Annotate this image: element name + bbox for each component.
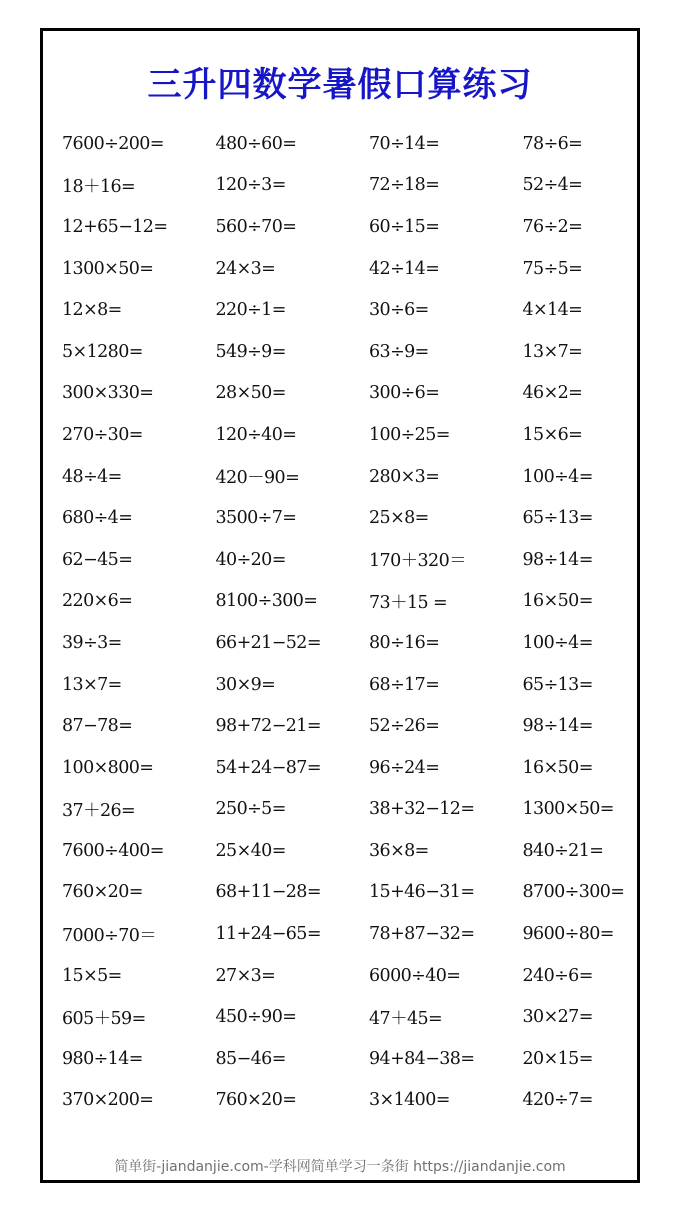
math-problem: 480÷60= <box>215 133 297 154</box>
math-problem: 370×200= <box>62 1090 154 1111</box>
math-problem: 25×40= <box>215 840 286 861</box>
math-problem: 65÷13= <box>522 674 593 695</box>
math-problem: 98+72−21= <box>215 716 321 737</box>
math-problem: 25×8= <box>369 508 429 529</box>
math-problem: 98÷14= <box>522 549 593 570</box>
math-problem: 220×6= <box>62 591 133 612</box>
math-problem: 54+24−87= <box>215 757 321 778</box>
problem-row <box>62 539 637 581</box>
math-problem: 9600÷80= <box>522 924 614 945</box>
math-problem: 11+24−65= <box>215 924 321 945</box>
problem-row <box>62 165 637 207</box>
math-problem: 220÷1= <box>215 300 286 321</box>
problem-row <box>62 955 637 997</box>
math-problem: 12+65−12= <box>62 216 168 237</box>
math-problem: 40÷20= <box>215 549 286 570</box>
math-problem: 4×14= <box>522 300 583 321</box>
math-problem: 840÷21= <box>522 840 604 861</box>
math-problem: 100÷4= <box>522 632 593 653</box>
problem-row <box>62 789 637 831</box>
math-problem: 980÷14= <box>62 1048 143 1069</box>
problem-row <box>62 331 637 373</box>
math-problem: 30×9= <box>215 674 276 695</box>
math-problem: 240÷6= <box>522 965 593 986</box>
math-problem: 37＋26= <box>62 800 136 821</box>
math-problem: 48÷4= <box>62 466 122 487</box>
problem-row <box>62 414 637 456</box>
math-problem: 39÷3= <box>62 632 122 653</box>
problem-row <box>62 913 637 955</box>
math-problem: 13×7= <box>522 341 583 362</box>
math-problem: 72÷18= <box>369 175 440 196</box>
math-problem: 120÷3= <box>215 175 286 196</box>
math-problem: 73＋15 = <box>369 592 448 613</box>
problem-row <box>62 622 637 664</box>
math-problem: 24×3= <box>215 258 276 279</box>
math-problem: 680÷4= <box>62 508 133 529</box>
math-problem: 52÷26= <box>369 716 440 737</box>
math-problem: 30÷6= <box>369 300 429 321</box>
math-problem: 13×7= <box>62 674 122 695</box>
math-problem: 16×50= <box>522 757 593 778</box>
math-problem: 20×15= <box>522 1048 593 1069</box>
math-problem: 5×1280= <box>62 341 143 362</box>
math-problem: 8700÷300= <box>522 882 625 903</box>
math-problem: 75÷5= <box>522 258 583 279</box>
math-problem: 76÷2= <box>522 216 583 237</box>
problem-row <box>62 872 637 914</box>
math-problem: 60÷15= <box>369 216 440 237</box>
math-problem: 300×330= <box>62 383 154 404</box>
math-problem: 68+11−28= <box>215 882 321 903</box>
math-problem: 65÷13= <box>522 508 593 529</box>
math-problem: 66+21−52= <box>215 632 321 653</box>
math-problem: 70÷14= <box>369 133 440 154</box>
problem-grid <box>62 123 637 1121</box>
problem-row <box>62 248 637 290</box>
math-problem: 15+46−31= <box>369 882 475 903</box>
problem-row <box>62 206 637 248</box>
math-problem: 7000÷70＝ <box>62 925 157 946</box>
math-problem: 560÷70= <box>215 216 297 237</box>
math-problem: 300÷6= <box>369 383 440 404</box>
problem-row <box>62 705 637 747</box>
worksheet-page <box>40 28 640 1183</box>
math-problem: 63÷9= <box>369 341 429 362</box>
math-problem: 78÷6= <box>522 133 583 154</box>
problem-row <box>62 996 637 1038</box>
math-problem: 18＋16= <box>62 176 136 197</box>
math-problem: 450÷90= <box>215 1007 297 1028</box>
problem-row <box>62 581 637 623</box>
math-problem: 420÷7= <box>522 1090 593 1111</box>
math-problem: 42÷14= <box>369 258 440 279</box>
math-problem: 605＋59= <box>62 1008 146 1029</box>
math-problem: 96÷24= <box>369 757 440 778</box>
math-problem: 7600÷400= <box>62 840 164 861</box>
page-title: 三升四数学暑假口算练习 <box>147 65 533 105</box>
math-problem: 3500÷7= <box>215 508 297 529</box>
problem-row <box>62 1080 637 1122</box>
math-problem: 120÷40= <box>215 424 297 445</box>
math-problem: 80÷16= <box>369 632 440 653</box>
problem-row <box>62 830 637 872</box>
math-problem: 62−45= <box>62 549 133 570</box>
math-problem: 38+32−12= <box>369 799 475 820</box>
math-problem: 78+87−32= <box>369 924 475 945</box>
math-problem: 760×20= <box>215 1090 297 1111</box>
problem-row <box>62 123 637 165</box>
math-problem: 549÷9= <box>215 341 286 362</box>
math-problem: 1300×50= <box>522 799 614 820</box>
math-problem: 16×50= <box>522 591 593 612</box>
math-problem: 250÷5= <box>215 799 286 820</box>
math-problem: 760×20= <box>62 882 143 903</box>
footer-watermark: 简单街-jiandanjie.com-学科网简单学习一条街 https://jiandanjie.com <box>114 1159 566 1175</box>
math-problem: 7600÷200= <box>62 133 164 154</box>
math-problem: 6000÷40= <box>369 965 461 986</box>
math-problem: 3×1400= <box>369 1090 450 1111</box>
math-problem: 15×6= <box>522 424 583 445</box>
problem-row <box>62 373 637 415</box>
math-problem: 68÷17= <box>369 674 440 695</box>
math-problem: 100÷4= <box>522 466 593 487</box>
math-problem: 15×5= <box>62 965 122 986</box>
math-problem: 100÷25= <box>369 424 450 445</box>
math-problem: 1300×50= <box>62 258 154 279</box>
math-problem: 280×3= <box>369 466 440 487</box>
math-problem: 100×800= <box>62 757 154 778</box>
math-problem: 170＋320＝ <box>369 551 467 572</box>
problem-row <box>62 1038 637 1080</box>
math-problem: 85−46= <box>215 1048 286 1069</box>
math-problem: 8100÷300= <box>215 591 318 612</box>
problem-row <box>62 497 637 539</box>
math-problem: 87−78= <box>62 716 133 737</box>
math-problem: 12×8= <box>62 300 122 321</box>
math-problem: 30×27= <box>522 1007 593 1028</box>
math-problem: 28×50= <box>215 383 286 404</box>
math-problem: 98÷14= <box>522 716 593 737</box>
math-problem: 270÷30= <box>62 424 143 445</box>
problem-row <box>62 664 637 706</box>
math-problem: 27×3= <box>215 965 276 986</box>
problem-row <box>62 456 637 498</box>
math-problem: 47＋45= <box>369 1008 443 1029</box>
math-problem: 52÷4= <box>522 175 583 196</box>
problem-row <box>62 747 637 789</box>
math-problem: 420－90= <box>215 468 300 489</box>
problem-row <box>62 289 637 331</box>
math-problem: 94+84−38= <box>369 1048 475 1069</box>
math-problem: 46×2= <box>522 383 583 404</box>
math-problem: 36×8= <box>369 840 429 861</box>
